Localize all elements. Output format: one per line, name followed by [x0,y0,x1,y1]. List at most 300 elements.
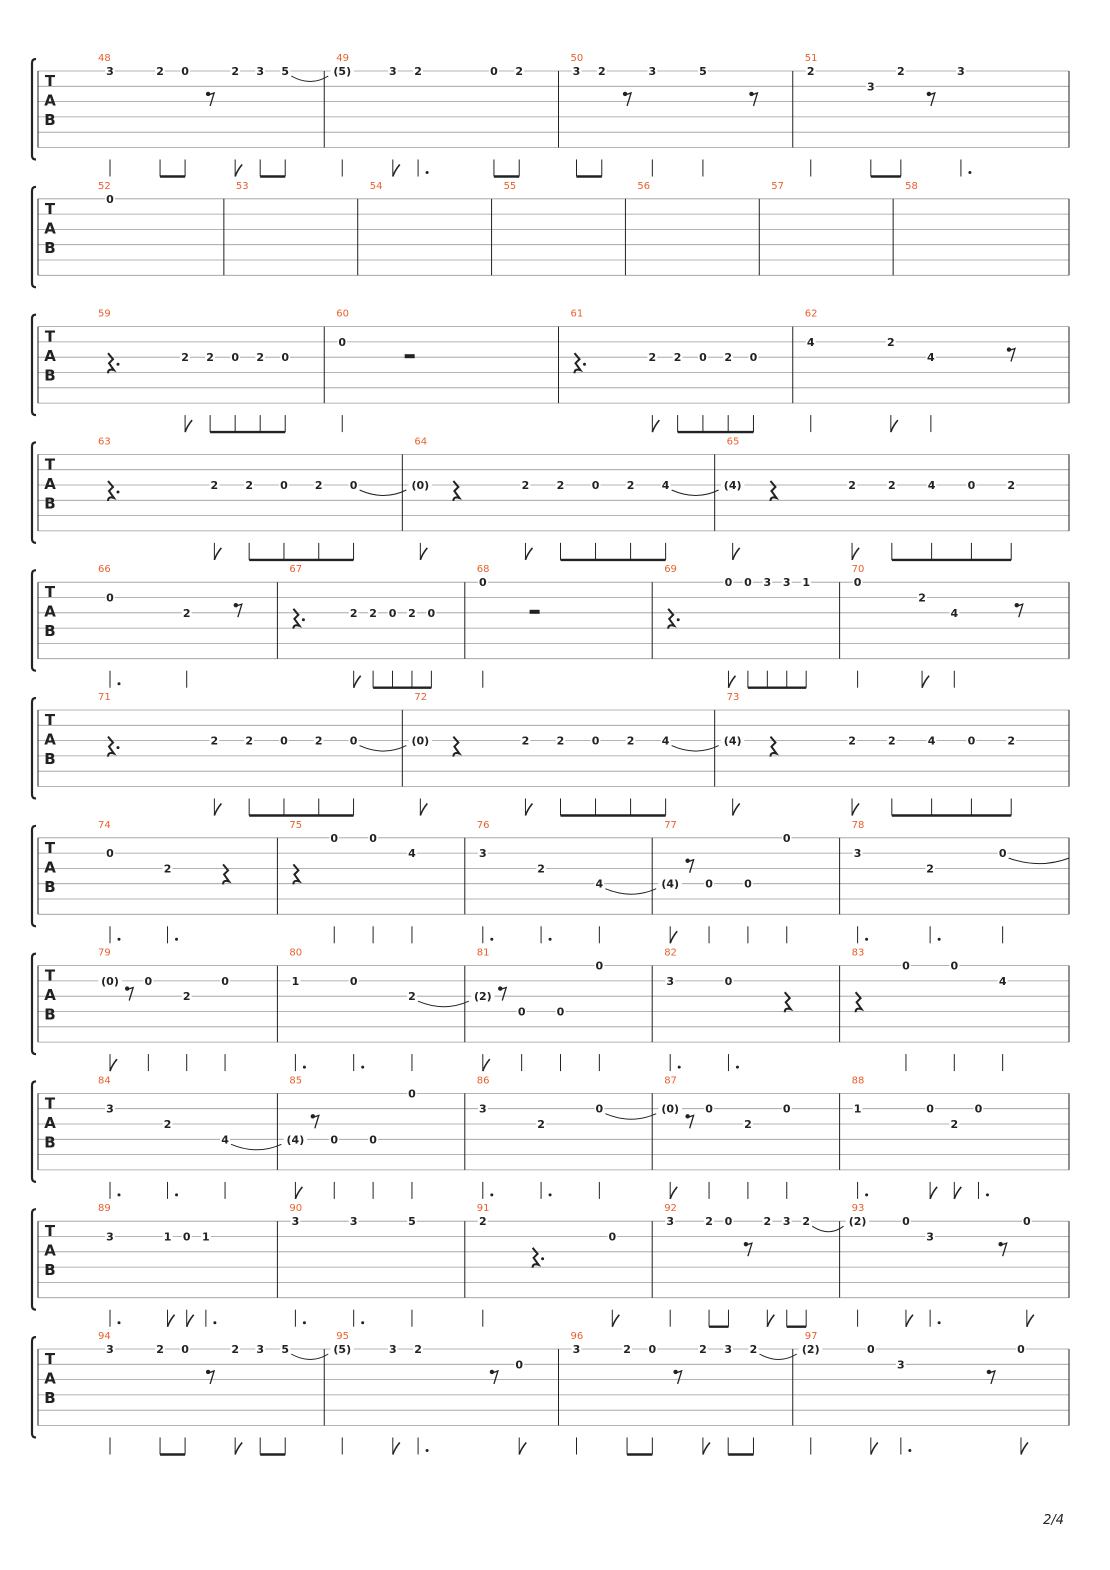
measure-number: 65 [726,436,740,448]
fret-number: (4) [723,734,742,748]
duration-dot [736,1066,739,1069]
fret-number: 5 [281,65,290,78]
tab-measure [465,1203,620,1327]
fret-number: 0 [1017,1343,1025,1356]
fret-number: 0 [106,192,114,206]
tab-measure [277,948,468,1072]
tab-system [32,53,1069,177]
eighth-flag [235,165,242,177]
fret-number: (5) [333,1343,352,1356]
fret-number: 2 [245,479,253,492]
tab-measure [277,820,416,944]
eighth-flag [168,1315,175,1327]
half-rest [405,354,415,358]
rest-dot [302,618,305,621]
eighth-rest [1017,604,1023,617]
quarter-rest [223,864,229,884]
eighth-flag [420,804,427,816]
fret-number: 0 [515,1358,524,1372]
rest-dot [541,1257,544,1260]
quarter-rest [108,481,114,501]
eighth-flag [525,548,532,560]
eighth-flag [393,165,400,177]
tie [418,1001,469,1007]
measure-number: 84 [98,1075,111,1087]
fret-number: 2 [556,479,565,492]
fret-number: 0 [724,1215,733,1229]
measure-number: 90 [289,1203,303,1215]
tie [360,746,407,752]
fret-number: 0 [280,479,288,492]
fret-number: 2 [163,862,172,876]
tab-system [32,692,1069,816]
tab-measure [840,1075,989,1199]
measure-number: 52 [98,180,111,192]
measure-number: 86 [476,1075,490,1087]
tab-system [32,181,1069,287]
tab-clef-letter: B [44,1389,56,1407]
tie [1009,858,1069,864]
duration-dot [490,1193,493,1196]
eighth-flag [728,676,735,688]
tab-clef-letter: B [44,1133,56,1152]
tab-measure [98,309,290,433]
measure-number: 93 [851,1203,865,1215]
fret-number: 2 [156,1343,164,1356]
tab-measure [98,948,230,1072]
tab-measure [840,564,1023,688]
quarter-rest [453,481,459,501]
tab-measure [98,564,242,688]
fret-number: 0 [478,576,487,590]
measure-number: 92 [664,1203,677,1215]
fret-number: 0 [782,1102,791,1116]
tab-measure [98,181,115,206]
tab-system [32,820,1069,944]
tab-measure [652,564,811,688]
eighth-flag [871,1443,878,1455]
fret-number: 0 [106,591,114,605]
measure-number: 91 [476,1203,490,1215]
fret-number: 2 [181,351,189,365]
eighth-flag [185,420,192,432]
fret-number: 2 [897,65,905,78]
measure-number: 96 [570,1331,584,1342]
measure-number: 78 [851,819,865,831]
measure-number: 63 [98,436,111,448]
fret-number: (2) [848,1215,867,1229]
eighth-flag [483,1059,490,1071]
fret-number: 4 [950,606,959,620]
fret-number: 4 [221,1133,229,1147]
tab-clef-letter: T [44,583,56,602]
duration-dot [426,171,429,174]
eighth-flag [214,548,221,560]
rest-dot [117,746,120,749]
fret-number: 2 [597,65,606,78]
fret-number: (4) [286,1133,305,1147]
duration-dot [908,1449,911,1452]
tab-system [32,436,1069,560]
eighth-flag [733,804,740,816]
fret-number: 2 [806,65,815,78]
fret-number: 2 [648,351,657,365]
fret-number: 4 [661,734,670,748]
fret-number: (5) [333,65,352,78]
tab-measure [98,1075,281,1199]
fret-number: 2 [744,1118,752,1131]
eighth-rest [208,93,214,106]
eighth-flag [852,548,859,560]
tab-measure [277,1203,416,1327]
fret-number: 2 [408,606,416,620]
fret-number: 2 [926,862,934,876]
duration-dot [938,1321,941,1324]
duration-dot [303,1066,306,1069]
fret-number: 0 [724,974,733,988]
fret-number: 3 [256,1343,265,1356]
eighth-flag [110,1059,117,1071]
eighth-rest [1001,1243,1007,1256]
fret-number: 0 [330,1133,339,1147]
eighth-rest [625,93,631,106]
fret-number: (0) [411,734,430,748]
tab-measure [465,820,656,944]
tab-measure [793,53,972,177]
rest-dot [117,363,120,366]
fret-number: 0 [280,734,288,748]
fret-number: 4 [998,974,1007,988]
quarter-rest [533,1248,539,1268]
fret-number: 3 [106,1230,114,1244]
eighth-flag [612,1315,619,1327]
tab-clef-letter: B [44,622,56,641]
fret-number: 0 [699,351,707,365]
measure-number: 53 [235,180,249,192]
eighth-rest [500,988,506,1001]
fret-number: 4 [927,479,936,492]
tab-measure [98,820,229,944]
fret-number: 0 [724,576,733,590]
tab-clef-letter: A [44,474,56,493]
fret-number: 3 [866,80,875,94]
fret-number: 0 [349,974,358,988]
tab-measure [652,820,791,944]
fret-number: 3 [666,974,675,988]
duration-dot [175,938,178,941]
fret-number: 0 [998,847,1007,861]
measure-number: 69 [664,564,677,576]
measure-number: 79 [98,947,111,959]
eighth-rest [208,1371,214,1384]
fret-number: 2 [156,65,164,78]
fret-number: 0 [974,1102,983,1116]
measure-number: 73 [726,692,740,703]
tab-measure [324,1331,526,1455]
eighth-flag [670,931,677,943]
tab-clef-letter: T [44,838,56,857]
fret-number: 2 [515,65,524,78]
tab-measure [98,692,406,816]
quarter-rest [108,737,114,757]
tab-system [32,1203,1069,1327]
fret-number: 3 [256,65,265,78]
duration-dot [865,1193,868,1196]
quarter-rest [668,609,674,629]
measure-number: 60 [336,308,349,320]
tab-clef-letter: A [44,1369,56,1388]
fret-number: 0 [595,959,604,973]
fret-number: 2 [369,606,377,620]
fret-number: 0 [608,1230,617,1244]
tie [360,490,407,496]
measure-number: 67 [289,564,303,576]
quarter-rest [785,992,791,1012]
eighth-rest [989,1371,995,1384]
fret-number: 3 [926,1230,934,1244]
fret-number: (4) [723,479,742,492]
tab-measure [652,1203,843,1327]
system-bracket [32,570,36,671]
fret-number: 0 [221,974,229,988]
eighth-flag [703,1443,710,1455]
tab-clef-letter: T [44,1222,56,1241]
rest-dot [677,618,680,621]
fret-number: 2 [163,1118,172,1131]
tab-measure [465,948,604,1072]
tab-clef-letter: B [44,1005,56,1024]
quarter-rest [575,353,581,373]
fret-number: 3 [106,1343,114,1356]
fret-number: 2 [182,606,191,620]
fret-number: 0 [106,847,114,861]
tab-measure [98,436,406,560]
eighth-rest [688,1115,694,1128]
duration-dot [938,938,941,941]
tab-measure [358,181,383,275]
eighth-flag [519,1443,526,1455]
fret-number: 5 [408,1215,416,1229]
fret-number: 0 [330,831,339,845]
tab-measure [793,1331,1028,1455]
duration-dot [118,1321,121,1324]
fret-number: (0) [411,479,430,492]
fret-number: 0 [744,877,752,891]
tab-clef-letter: A [44,858,56,877]
measure-number: 72 [414,692,428,703]
fret-number: 3 [666,1215,675,1229]
measure-number: 94 [98,1331,111,1342]
measure-number: 80 [289,947,303,959]
fret-number: 4 [806,335,815,349]
tab-measure [840,820,1069,944]
fret-number: 0 [902,1215,910,1229]
fret-number: (2) [473,990,492,1004]
fret-number: 3 [478,847,487,861]
tab-measure [559,309,759,433]
measure-number: 57 [771,180,785,192]
measure-number: 95 [336,1331,349,1342]
tie [672,746,719,752]
measure-number: 66 [98,564,111,576]
eighth-flag [214,804,221,816]
measure-number: 64 [414,436,428,448]
fret-number: 3 [897,1358,905,1372]
fret-number: 0 [749,351,758,365]
fret-number: 2 [556,734,565,748]
fret-number: 2 [521,734,530,748]
measure-number: 61 [570,308,584,320]
fret-number: 0 [591,479,600,492]
tab-clef-letter: A [44,91,56,110]
measure-number: 56 [637,180,651,192]
eighth-flag [852,804,859,816]
fret-number: 2 [231,65,239,78]
fret-number: 3 [782,1215,791,1229]
fret-number: 2 [749,1343,758,1356]
page-number: 2/4 [1043,1513,1064,1528]
fret-number: 2 [802,1215,811,1229]
fret-number: 5 [281,1343,290,1356]
fret-number: 3 [478,1102,487,1116]
fret-number: 0 [648,1343,657,1356]
tab-clef-letter: T [44,1094,56,1113]
system-bracket [32,187,36,287]
tie [672,490,719,496]
tie [231,1144,281,1150]
fret-number: 2 [414,1343,422,1356]
fret-number: 0 [866,1343,875,1356]
tab-measure [715,436,1016,560]
eighth-flag [733,548,740,560]
fret-number: (0) [661,1102,680,1116]
fret-number: 0 [902,959,910,973]
duration-dot [303,1321,306,1324]
system-bracket [32,315,36,416]
eighth-rest [676,1371,682,1384]
quarter-rest [770,481,776,501]
fret-number: 0 [427,606,436,620]
tie [605,1114,656,1120]
fret-number: 2 [626,734,635,748]
fret-number: 4 [927,351,935,365]
fret-number: 2 [245,734,253,748]
fret-number: 2 [623,1343,631,1356]
tab-measure [465,564,540,688]
tab-clef-letter: A [44,730,56,749]
tab-system [32,1331,1069,1455]
fret-number: 0 [705,1102,713,1116]
tab-clef-letter: A [44,1241,56,1260]
eighth-flag [393,1443,400,1455]
tab-measure [402,436,718,560]
fret-number: 0 [595,1102,604,1116]
system-bracket [32,59,36,160]
fret-number: 0 [388,606,397,620]
tab-clef-letter: A [44,602,56,621]
fret-number: 2 [848,479,856,492]
duration-dot [118,938,121,941]
system-bracket [32,1209,36,1310]
eighth-flag [954,1187,961,1199]
fret-number: 3 [957,65,965,78]
eighth-flag [670,1187,677,1199]
measure-number: 83 [851,947,865,959]
fret-number: 3 [572,65,581,78]
tab-system [32,948,1069,1072]
quarter-rest [770,737,776,757]
eighth-rest [746,1243,752,1256]
fret-number: 0 [967,479,976,492]
measure-number: 59 [98,308,111,320]
eighth-flag [891,420,898,432]
duration-dot [361,1066,364,1069]
tab-measure [840,948,1008,1072]
eighth-flag [652,420,659,432]
fret-number: 2 [206,351,214,365]
fret-number: 0 [591,734,600,748]
tab-measure [277,564,436,688]
measure-number: 71 [98,692,111,703]
fret-number: 2 [182,990,191,1004]
fret-number: 4 [408,847,416,861]
fret-number: 0 [926,1102,934,1116]
measure-number: 68 [476,564,490,576]
eighth-rest [127,988,133,1001]
tab-clef-letter: B [44,494,56,513]
fret-number: 0 [490,65,498,78]
measure-number: 75 [289,819,303,831]
eighth-rest [1009,349,1015,362]
eighth-flag [420,548,427,560]
measure-number: 76 [476,819,490,831]
quarter-rest [856,992,862,1012]
system-bracket [32,698,36,799]
eighth-rest [929,93,935,106]
fret-number: 4 [661,479,670,492]
tab-measure [98,1331,328,1455]
eighth-flag [235,1443,242,1455]
tab-clef-letter: B [44,111,56,129]
tab-measure [465,1075,656,1199]
eighth-flag [187,1315,194,1327]
duration-dot [118,1193,121,1196]
fret-number: 0 [950,959,959,973]
system-bracket [32,1081,36,1182]
measure-number: 77 [664,819,677,831]
fret-number: 2 [918,591,926,605]
fret-number: 0 [181,1343,189,1356]
tab-measure [224,181,249,275]
measure-number: 81 [476,947,490,959]
eighth-flag [906,1315,913,1327]
half-rest [530,610,540,614]
tab-measure [324,53,524,177]
fret-number: 2 [763,1215,772,1229]
quarter-rest [453,737,459,757]
measure-number: 51 [804,53,818,64]
tab-clef-letter: B [44,750,56,768]
fret-number: 4 [927,734,936,748]
tab-clef-letter: B [44,877,56,896]
fret-number: 3 [853,847,862,861]
fret-number: 1 [291,974,300,988]
fret-number: (0) [101,974,119,988]
tab-measure [559,53,758,177]
fret-number: (2) [801,1343,820,1356]
fret-number: 0 [349,479,358,492]
duration-dot [361,1321,364,1324]
